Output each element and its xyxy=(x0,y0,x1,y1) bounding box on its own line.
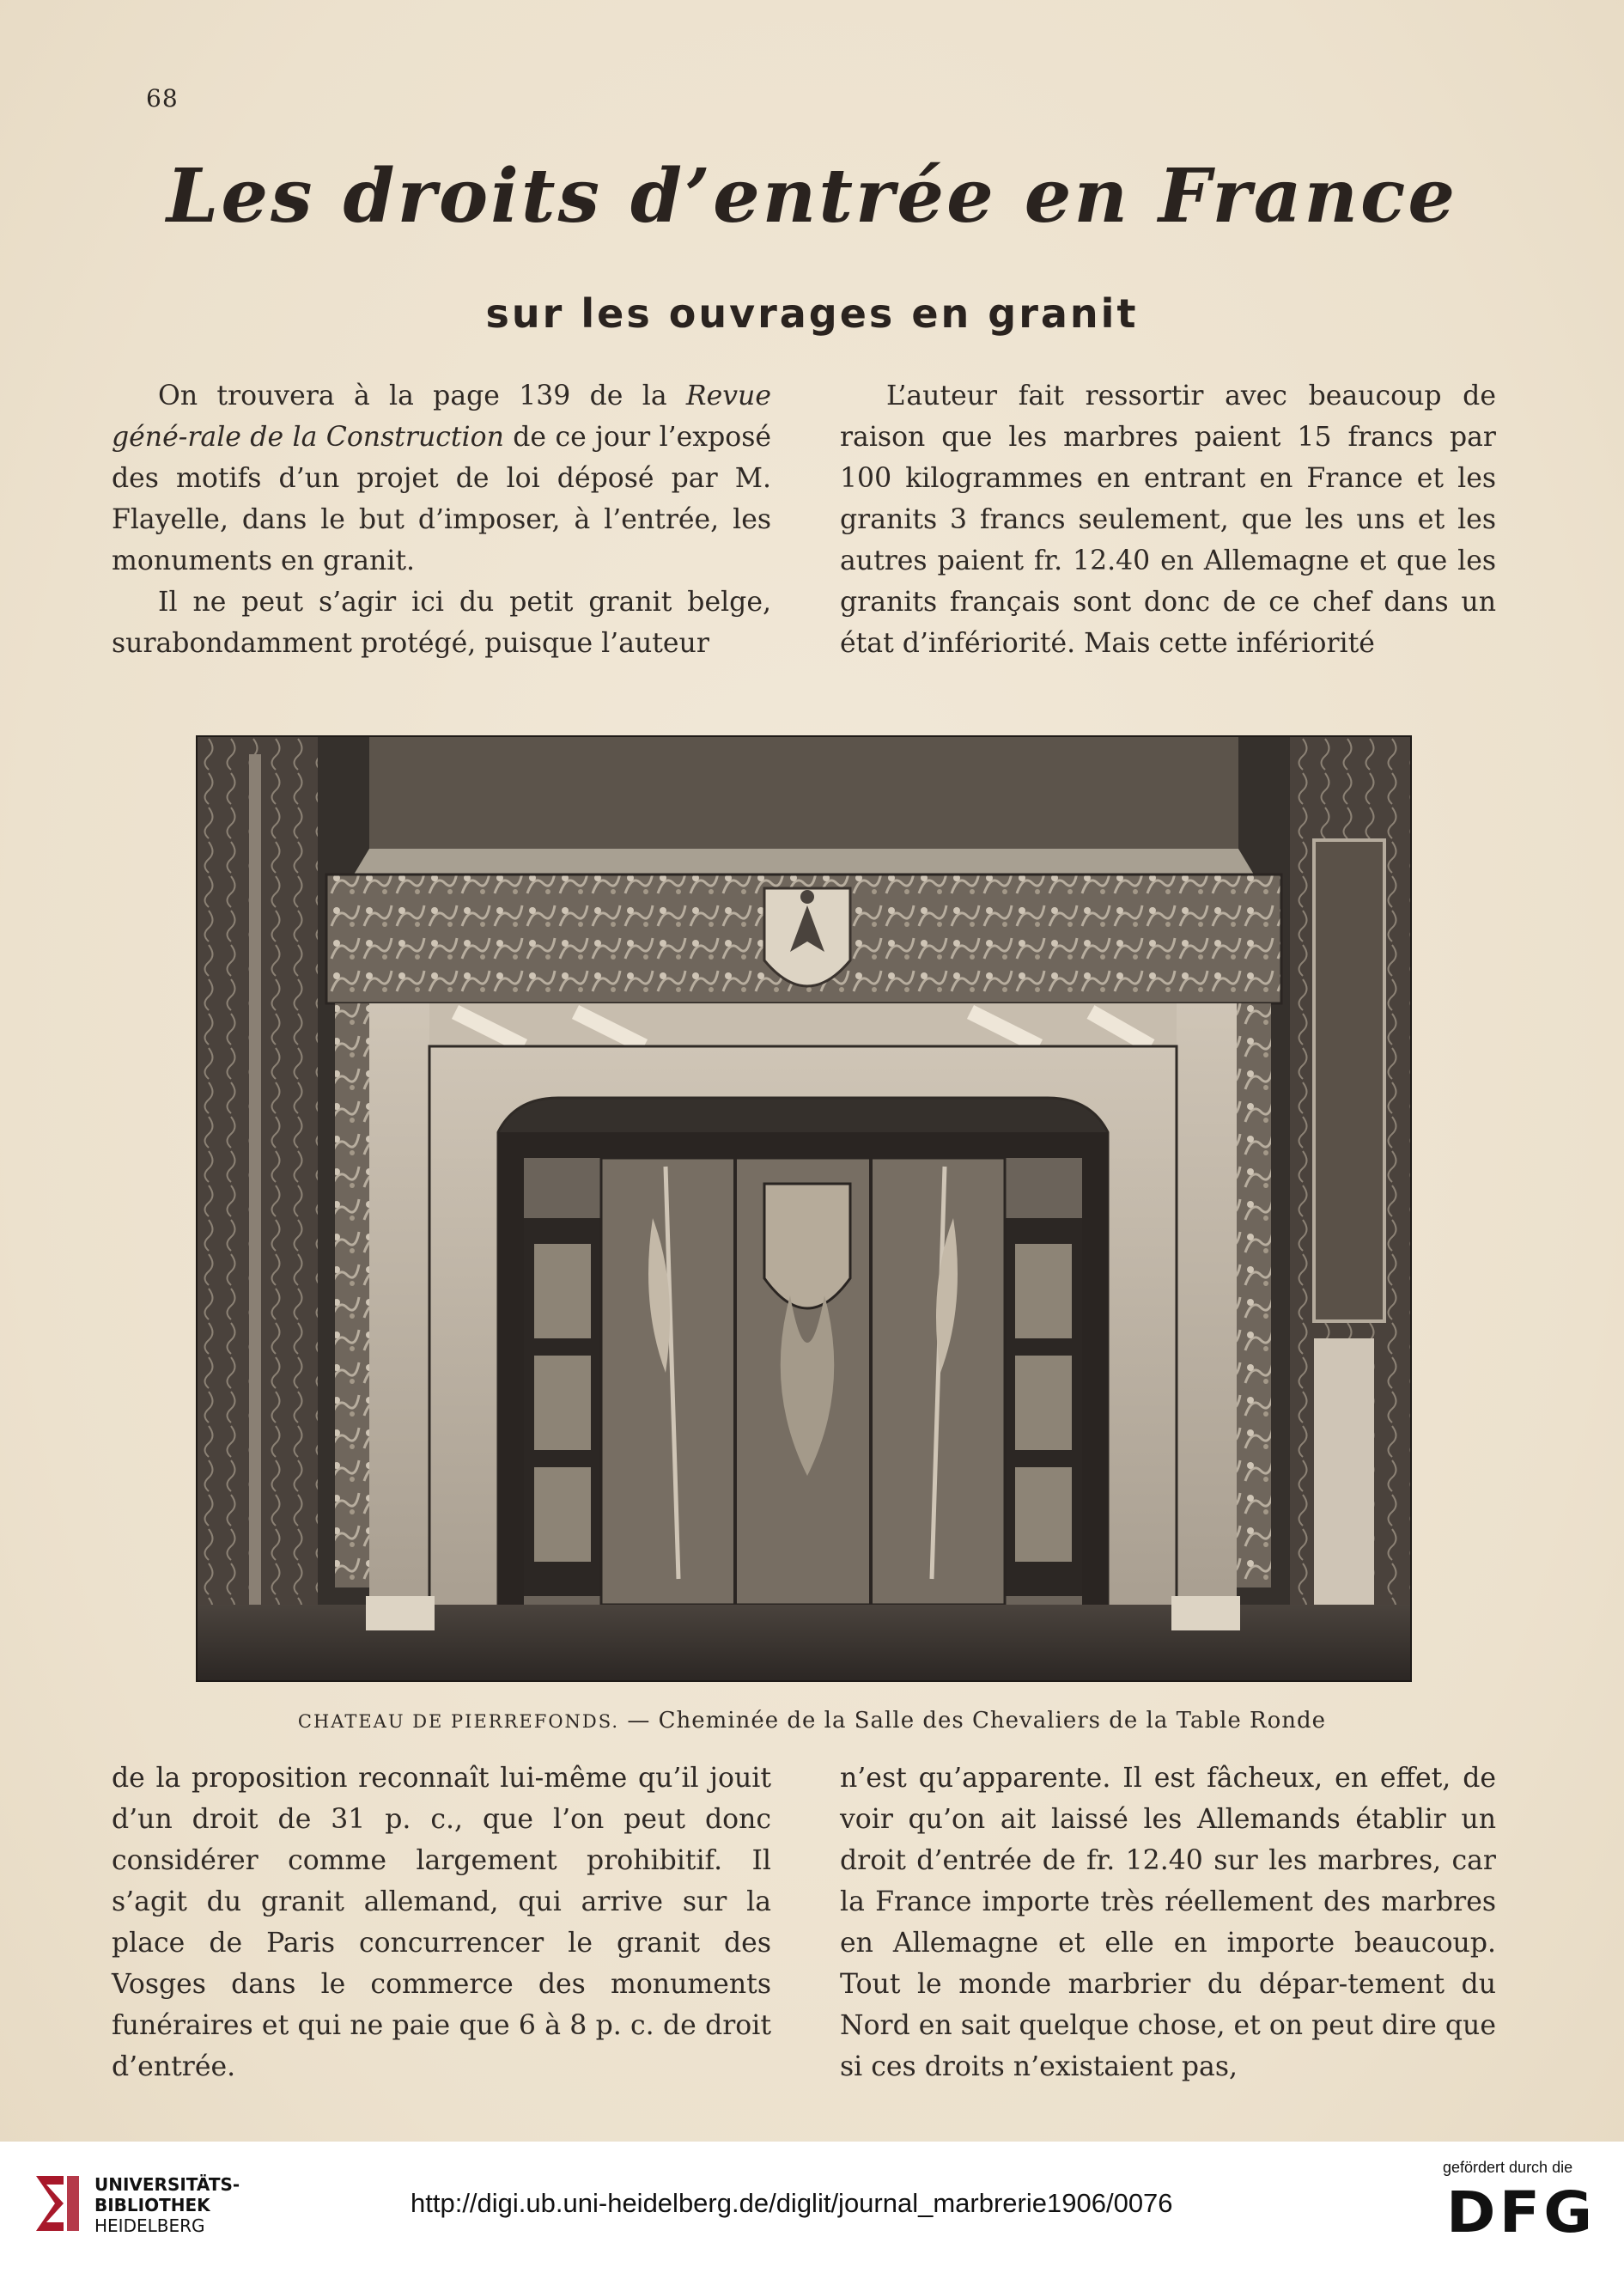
figure-caption xyxy=(0,1708,1624,1734)
paragraph: Il ne peut s’agir ici du petit granit belge, surabondamment protégé, puisque l’auteur xyxy=(112,587,771,659)
fireplace-photograph xyxy=(196,735,1412,1682)
paragraph: de la proposition reconnaît lui-même qu’il jouit d’un droit de 31 p. c., que l’on peut donc considérer comme largement prohibitif. Il s’agit du granit allemand, qui arrive sur la place de Paris concurrencer le granit des Vosges dans le commerce des monuments funéraires et qui ne paie que 6 à 8 p. c. de droit d’entrée. xyxy=(112,1763,771,2082)
fireplace-illustration xyxy=(198,737,1410,1680)
library-name: UNIVERSITÄTS- BIBLIOTHEK HEIDELBERG xyxy=(94,2174,240,2236)
page-number: 68 xyxy=(146,84,179,113)
dfg-logo: DFG xyxy=(1446,2179,1597,2246)
funding-note: gefördert durch die xyxy=(1443,2159,1573,2176)
paragraph: n’est qu’apparente. Il est fâcheux, en effet, de voir qu’on ait laissé les Allemands établir un droit d’entrée de fr. 12.40 sur les marbres, car la France importe très réellement des marbres en Allemagne et elle en importe beaucoup. Tout le monde marbrier du dépar-tement du Nord en sait quelque chose, et on peut dire que si ces droits n’existaient pas, xyxy=(840,1763,1496,2082)
footer-bar xyxy=(0,2142,1624,2273)
column-bottom-left xyxy=(112,1758,771,2087)
caption-text: — Cheminée de la Salle des Chevaliers de la Table Ronde xyxy=(619,1708,1327,1734)
column-top-left xyxy=(112,375,771,664)
article-subtitle: sur les ouvrages en granit xyxy=(485,290,1139,337)
paragraph: L’auteur fait ressortir avec beaucoup de raison que les marbres paient 15 francs par 100 kilogrammes en entrant en France et les granits 3 francs seulement, que les uns et les autres paient fr. 12.40 en Allemagne et que les granits français sont donc de ce chef dans un état d’infériorité. Mais cette infériorité xyxy=(840,381,1496,659)
article-title: Les droits d’entrée en France xyxy=(166,153,1458,240)
permalink-link[interactable]: http://digi.ub.uni-heidelberg.de/diglit/journal_marbrerie1906/0076 xyxy=(411,2188,1173,2218)
paragraph: On trouvera à la page 139 de la Revue géné-rale de la Construction de ce jour l’exposé des motifs d’un projet de loi déposé par M. Flayelle, dans le but d’imposer, à l’entrée, les monuments en granit. xyxy=(112,381,772,576)
column-top-right xyxy=(840,375,1496,664)
journal-title: Revue géné-rale de la Construction xyxy=(112,381,771,453)
university-library-logo-icon xyxy=(29,2169,86,2238)
column-bottom-right xyxy=(840,1758,1496,2087)
caption-place: CHATEAU DE PIERREFONDS. xyxy=(297,1711,620,1732)
